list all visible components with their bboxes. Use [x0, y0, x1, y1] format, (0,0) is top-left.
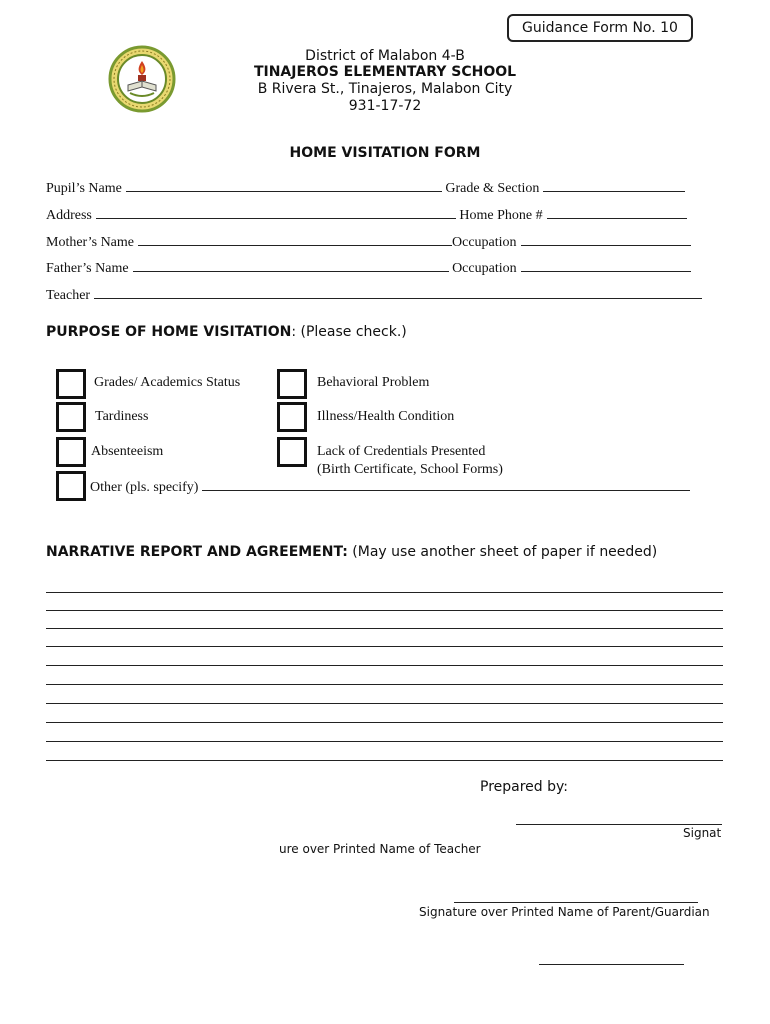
school-name: TINAJEROS ELEMENTARY SCHOOL	[253, 64, 517, 80]
absenteeism-label: Absenteeism	[91, 444, 164, 459]
pupil-name-label: Pupil’s Name	[46, 181, 122, 196]
narrative-heading	[46, 544, 657, 560]
address-label: Address	[46, 208, 92, 223]
narrative-line[interactable]	[46, 684, 723, 685]
mother-name-label: Mother’s Name	[46, 235, 134, 250]
other-label: Other (pls. specify)	[90, 480, 199, 495]
credentials-label: Lack of Credentials Presented	[317, 444, 486, 459]
mother-occupation-blank[interactable]	[521, 233, 691, 246]
behavioral-label: Behavioral Problem	[317, 375, 430, 390]
purpose-heading	[46, 324, 407, 340]
father-name-blank[interactable]	[133, 259, 449, 272]
mother-name-blank[interactable]	[138, 233, 452, 246]
grade-section-label: Grade & Section	[445, 181, 540, 196]
address-row	[46, 206, 687, 224]
pupil-name-row	[46, 179, 685, 197]
teacher-blank[interactable]	[94, 286, 702, 299]
teacher-label: Teacher	[46, 288, 91, 303]
grades-checkbox[interactable]	[56, 369, 86, 399]
behavioral-checkbox[interactable]	[277, 369, 307, 399]
mother-row	[46, 233, 691, 251]
other-checkbox[interactable]	[56, 471, 86, 501]
form-number-box	[507, 14, 693, 42]
grade-section-blank[interactable]	[543, 179, 685, 192]
teacher-row	[46, 286, 702, 304]
tardiness-label: Tardiness	[95, 409, 149, 424]
narrative-line[interactable]	[46, 592, 723, 593]
grades-label: Grades/ Academics Status	[94, 375, 241, 390]
narrative-line[interactable]	[46, 741, 723, 742]
credentials-detail: (Birth Certificate, School Forms)	[317, 462, 503, 477]
father-occupation-blank[interactable]	[521, 259, 691, 272]
district-line: District of Malabon 4-B	[305, 48, 465, 64]
credentials-checkbox[interactable]	[277, 437, 307, 467]
parent-signature-caption: Signature over Printed Name of Parent/Guardian	[419, 905, 710, 919]
address-blank[interactable]	[96, 206, 456, 219]
other-row	[90, 478, 690, 497]
purpose-title: PURPOSE OF HOME VISITATION	[46, 324, 292, 340]
school-phone: 931-17-72	[348, 98, 422, 114]
tardiness-checkbox[interactable]	[56, 402, 86, 432]
father-row	[46, 259, 691, 277]
teacher-signature-line[interactable]	[516, 824, 722, 825]
narrative-line[interactable]	[46, 760, 723, 761]
extra-signature-line[interactable]	[539, 964, 684, 965]
narrative-line[interactable]	[46, 646, 723, 647]
father-name-label: Father’s Name	[46, 261, 129, 276]
teacher-signature-caption-part1: Signat	[683, 826, 722, 840]
other-specify-blank[interactable]	[202, 478, 690, 491]
narrative-line[interactable]	[46, 722, 723, 723]
absenteeism-checkbox[interactable]	[56, 437, 86, 467]
school-seal-logo	[108, 45, 176, 113]
father-occupation-label: Occupation	[452, 261, 517, 276]
narrative-note: (May use another sheet of paper if needed)	[347, 544, 658, 560]
narrative-line[interactable]	[46, 610, 723, 611]
parent-signature-line[interactable]	[454, 902, 698, 903]
narrative-title: NARRATIVE REPORT AND AGREEMENT:	[46, 544, 348, 560]
illness-checkbox[interactable]	[277, 402, 307, 432]
home-phone-blank[interactable]	[547, 206, 687, 219]
narrative-line[interactable]	[46, 628, 723, 629]
form-title: HOME VISITATION FORM	[289, 145, 481, 161]
pupil-name-blank[interactable]	[126, 179, 442, 192]
illness-label: Illness/Health Condition	[317, 409, 455, 424]
narrative-line[interactable]	[46, 665, 723, 666]
home-phone-label: Home Phone #	[459, 208, 543, 223]
form-number: Guidance Form No. 10	[522, 20, 678, 36]
mother-occupation-label: Occupation	[452, 235, 517, 250]
school-address: B Rivera St., Tinajeros, Malabon City	[257, 81, 513, 97]
narrative-line[interactable]	[46, 703, 723, 704]
purpose-note: : (Please check.)	[291, 324, 407, 340]
teacher-signature-caption-part2: ure over Printed Name of Teacher	[279, 842, 481, 856]
prepared-by-label: Prepared by:	[480, 779, 568, 795]
